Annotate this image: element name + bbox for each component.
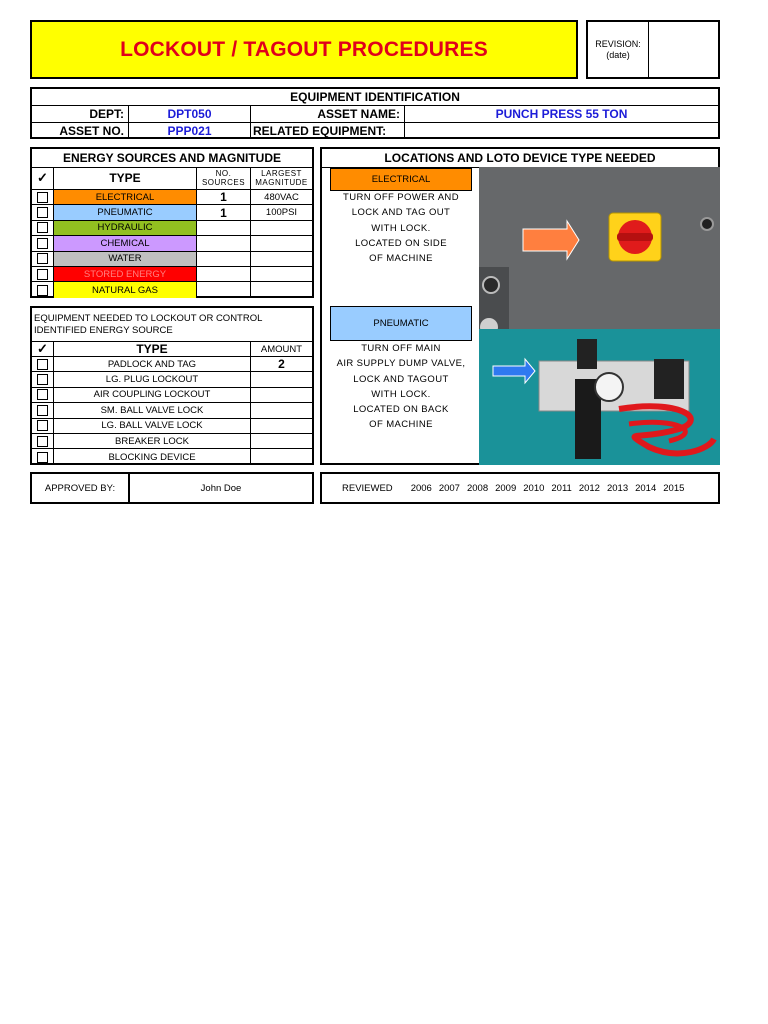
energy-magnitude-cell[interactable] <box>251 282 312 297</box>
pneumatic-valve-photo <box>479 329 720 465</box>
energy-row <box>32 236 312 251</box>
energy-row-checkbox-cell <box>32 267 54 282</box>
instruction-line: WITH LOCK. <box>371 222 431 234</box>
instruction-line: TURN OFF MAIN <box>361 343 441 354</box>
review-year[interactable]: 2006 <box>410 482 432 494</box>
energy-row <box>32 252 312 267</box>
checkbox[interactable] <box>37 436 48 447</box>
needed-row-checkbox-cell <box>32 403 54 418</box>
electrical-instructions <box>326 190 476 266</box>
electrical-disconnect-illustration <box>479 167 720 329</box>
checkbox[interactable] <box>37 374 48 385</box>
lockout-equipment-heading: EQUIPMENT NEEDED TO LOCKOUT OR CONTROL IDENTIFIED ENERGY SOURCE <box>32 308 312 342</box>
locations-title: LOCATIONS AND LOTO DEVICE TYPE NEEDED <box>322 149 718 168</box>
instruction-line: LOCATED ON BACK <box>353 404 449 416</box>
asset-no-value[interactable]: PPP021 <box>129 122 251 139</box>
energy-header-row <box>32 167 312 190</box>
needed-row <box>32 419 312 434</box>
needed-row-checkbox-cell <box>32 434 54 449</box>
energy-row-checkbox-cell <box>32 190 54 205</box>
locations-panel <box>320 147 720 465</box>
energy-sources-cell[interactable]: 1 <box>197 190 251 205</box>
energy-type-cell: WATER <box>54 252 197 267</box>
needed-header-row <box>32 342 312 357</box>
energy-magnitude-cell[interactable]: 480VAC <box>251 190 312 205</box>
needed-amount-cell[interactable] <box>251 449 312 464</box>
needed-type-cell: BREAKER LOCK <box>54 434 251 449</box>
instruction-line: LOCK AND TAG OUT <box>351 207 451 219</box>
checkbox[interactable] <box>37 269 48 280</box>
energy-sources-cell[interactable] <box>197 267 251 282</box>
energy-type-cell: STORED ENERGY <box>54 267 197 282</box>
approved-by-value[interactable]: John Doe <box>200 482 242 494</box>
check-column-header: ✓ <box>32 167 54 190</box>
approval-box <box>30 472 314 504</box>
energy-magnitude-cell[interactable] <box>251 221 312 236</box>
revision-label-cell <box>588 22 649 77</box>
energy-type-cell: ELECTRICAL <box>54 190 197 205</box>
reviewed-label: REVIEWED <box>342 482 393 494</box>
review-year[interactable]: 2015 <box>663 482 685 494</box>
needed-type-cell: BLOCKING DEVICE <box>54 449 251 464</box>
needed-row-checkbox-cell <box>32 419 54 434</box>
checkbox[interactable] <box>37 253 48 264</box>
checkbox[interactable] <box>37 285 48 296</box>
needed-amount-cell[interactable] <box>251 403 312 418</box>
lockout-equipment-table <box>30 306 314 465</box>
energy-row <box>32 267 312 282</box>
checkbox[interactable] <box>37 389 48 400</box>
needed-row <box>32 372 312 387</box>
needed-type-cell: PADLOCK AND TAG <box>54 357 251 372</box>
review-years-box <box>320 472 720 504</box>
needed-row <box>32 449 312 464</box>
checkbox[interactable] <box>37 207 48 218</box>
needed-amount-cell[interactable] <box>251 419 312 434</box>
energy-magnitude-cell[interactable] <box>251 252 312 267</box>
revision-date-hint: (date) <box>606 49 630 60</box>
instruction-line: OF MACHINE <box>369 253 433 265</box>
asset-name-label: ASSET NAME: <box>251 105 405 122</box>
energy-sources-cell[interactable]: 1 <box>197 205 251 220</box>
needed-type-cell: LG. BALL VALVE LOCK <box>54 419 251 434</box>
energy-type-cell: NATURAL GAS <box>54 282 197 297</box>
dept-label: DEPT: <box>32 105 129 122</box>
energy-row <box>32 205 312 220</box>
needed-row <box>32 434 312 449</box>
needed-type-cell: LG. PLUG LOCKOUT <box>54 372 251 387</box>
energy-row <box>32 282 312 297</box>
needed-amount-cell[interactable] <box>251 434 312 449</box>
energy-magnitude-cell[interactable] <box>251 236 312 251</box>
title-banner <box>30 20 578 79</box>
pneumatic-instructions <box>326 341 476 433</box>
review-year[interactable]: 2007 <box>438 482 460 494</box>
energy-type-cell: PNEUMATIC <box>54 205 197 220</box>
needed-row-checkbox-cell <box>32 388 54 403</box>
energy-row-checkbox-cell <box>32 205 54 220</box>
revision-box <box>586 20 720 79</box>
revision-label: REVISION: <box>595 38 641 49</box>
needed-row-checkbox-cell <box>32 357 54 372</box>
energy-sources-title: ENERGY SOURCES AND MAGNITUDE <box>32 149 312 168</box>
energy-row-checkbox-cell <box>32 282 54 297</box>
related-equipment-label: RELATED EQUIPMENT: <box>251 122 405 139</box>
checkbox[interactable] <box>37 222 48 233</box>
needed-row-checkbox-cell <box>32 449 54 464</box>
checkbox[interactable] <box>37 420 48 431</box>
needed-amount-cell[interactable] <box>251 372 312 387</box>
energy-row-checkbox-cell <box>32 252 54 267</box>
instruction-line: LOCATED ON SIDE <box>355 237 447 249</box>
type-column-header: TYPE <box>54 167 197 190</box>
checkbox[interactable] <box>37 192 48 203</box>
review-year[interactable]: 2010 <box>523 482 545 494</box>
instruction-line: TURN OFF POWER AND <box>343 192 459 203</box>
electrical-device-label <box>330 168 472 191</box>
needed-row <box>32 403 312 418</box>
review-year[interactable]: 2011 <box>551 482 572 494</box>
energy-type-cell: HYDRAULIC <box>54 221 197 236</box>
energy-row <box>32 190 312 205</box>
energy-sources-table <box>30 147 314 298</box>
instruction-line: AIR SUPPLY DUMP VALVE, <box>336 358 466 370</box>
checkbox[interactable] <box>37 359 48 370</box>
energy-type-cell: CHEMICAL <box>54 236 197 251</box>
energy-row-checkbox-cell <box>32 236 54 251</box>
energy-sources-cell[interactable] <box>197 221 251 236</box>
energy-sources-cell[interactable] <box>197 282 251 297</box>
pneumatic-label-text: PNEUMATIC <box>373 318 429 329</box>
review-year[interactable]: 2013 <box>606 482 629 494</box>
energy-sources-cell[interactable] <box>197 252 251 267</box>
instruction-line: LOCK AND TAGOUT <box>353 373 449 385</box>
revision-value[interactable] <box>649 22 718 77</box>
instruction-line: WITH LOCK. <box>371 388 431 400</box>
needed-amount-cell[interactable] <box>251 388 312 403</box>
instruction-line: OF MACHINE <box>369 419 433 431</box>
needed-type-cell: SM. BALL VALVE LOCK <box>54 403 251 418</box>
review-year[interactable]: 2012 <box>578 482 600 494</box>
checkbox[interactable] <box>37 452 48 463</box>
energy-row <box>32 221 312 236</box>
energy-magnitude-cell[interactable]: 100PSI <box>251 205 312 220</box>
page-title: LOCKOUT / TAGOUT PROCEDURES <box>120 37 488 61</box>
electrical-label-text: ELECTRICAL <box>371 174 431 185</box>
energy-magnitude-cell[interactable] <box>251 267 312 282</box>
magnitude-column-header: LARGEST MAGNITUDE <box>251 167 312 190</box>
asset-name-value[interactable]: PUNCH PRESS 55 TON <box>405 105 718 122</box>
review-year[interactable]: 2014 <box>635 482 657 494</box>
sources-column-header: NO. SOURCES <box>197 167 251 190</box>
review-years <box>401 483 685 494</box>
review-year[interactable]: 2008 <box>466 482 489 494</box>
electrical-disconnect-photo <box>479 167 720 329</box>
approved-by-label: APPROVED BY: <box>32 474 130 502</box>
equipment-identification <box>30 87 720 139</box>
equipment-id-title: EQUIPMENT IDENTIFICATION <box>290 90 460 104</box>
review-year[interactable]: 2009 <box>495 482 517 494</box>
asset-no-label: ASSET NO. <box>32 122 129 139</box>
checkbox[interactable] <box>37 405 48 416</box>
energy-sources-cell[interactable] <box>197 236 251 251</box>
pneumatic-device-label <box>330 306 472 341</box>
type-column-header: TYPE <box>54 342 251 357</box>
dept-value[interactable]: DPT050 <box>129 105 251 122</box>
needed-type-cell: AIR COUPLING LOCKOUT <box>54 388 251 403</box>
needed-row-checkbox-cell <box>32 372 54 387</box>
amount-column-header: AMOUNT <box>251 342 312 357</box>
related-equipment-value[interactable] <box>405 122 718 139</box>
energy-row-checkbox-cell <box>32 221 54 236</box>
pneumatic-valve-illustration <box>479 329 720 465</box>
checkbox[interactable] <box>37 238 48 249</box>
check-column-header: ✓ <box>32 342 54 357</box>
needed-row <box>32 357 312 372</box>
needed-amount-cell[interactable]: 2 <box>251 357 312 372</box>
needed-row <box>32 388 312 403</box>
